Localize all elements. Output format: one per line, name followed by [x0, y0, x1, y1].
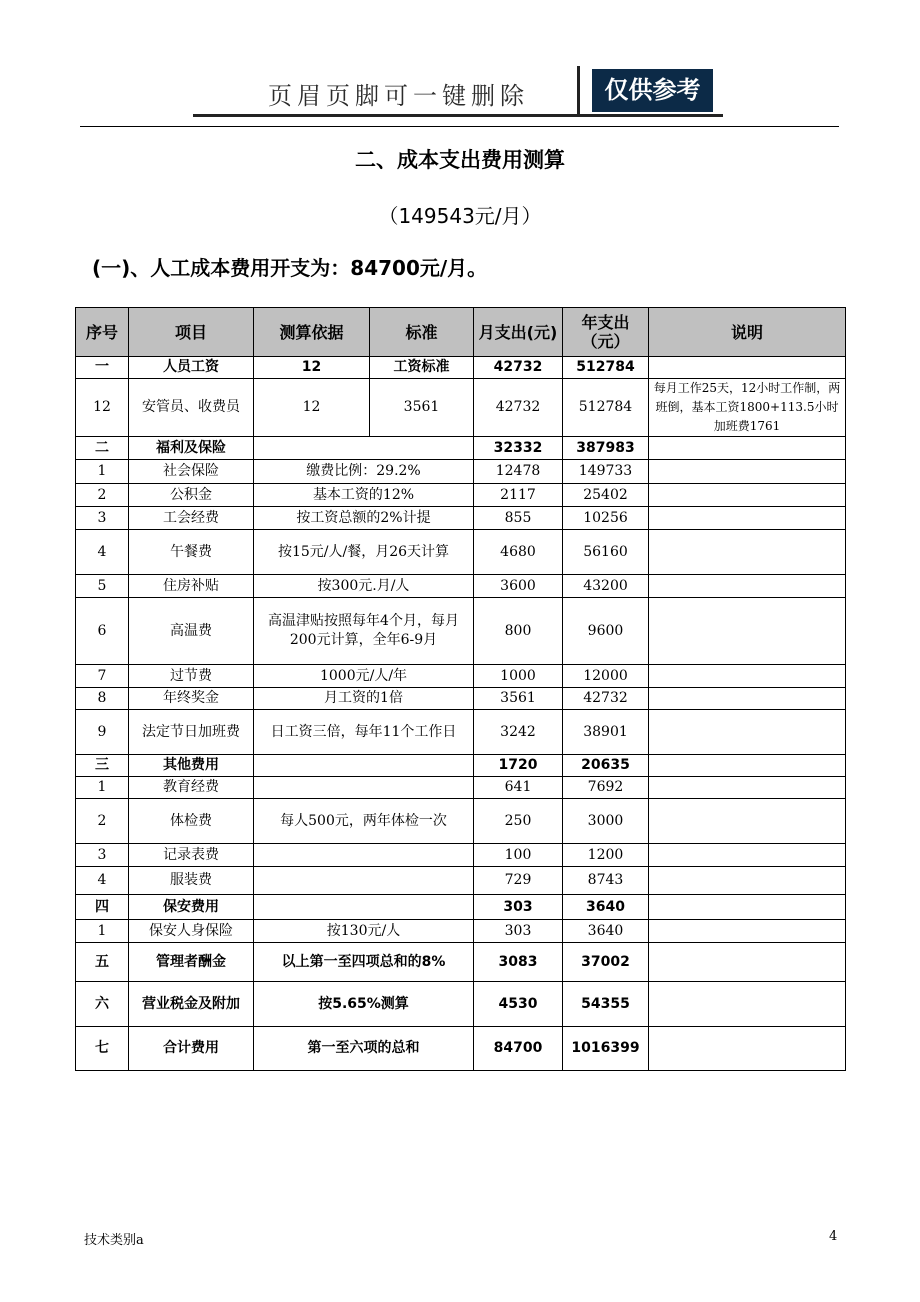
cell-no: 1 — [76, 777, 129, 799]
table-row — [76, 437, 846, 460]
cell-basis: 12 — [254, 357, 370, 379]
cell-no: 8 — [76, 688, 129, 710]
cell-yearly: 25402 — [563, 484, 649, 507]
cell-basis: 12 — [254, 379, 370, 437]
cell-yearly: 54355 — [563, 982, 649, 1027]
cell-yearly: 56160 — [563, 530, 649, 575]
header-yearly: 年支出（元） — [563, 308, 649, 357]
cell-note — [649, 777, 846, 799]
cell-monthly: 641 — [474, 777, 563, 799]
cell-item: 保安人身保险 — [129, 920, 254, 943]
cell-note — [649, 688, 846, 710]
table-row — [76, 844, 846, 867]
cell-yearly: 1016399 — [563, 1027, 649, 1071]
table-row — [76, 688, 846, 710]
cell-basis: 基本工资的12% — [254, 484, 474, 507]
cell-no: 四 — [76, 895, 129, 920]
cell-no: 7 — [76, 665, 129, 688]
table-row — [76, 710, 846, 755]
cell-note — [649, 575, 846, 598]
cell-yearly: 3000 — [563, 799, 649, 844]
cell-note — [649, 799, 846, 844]
table-row — [76, 920, 846, 943]
header-note: 说明 — [649, 308, 846, 357]
header-standard: 标准 — [370, 308, 474, 357]
cell-note — [649, 530, 846, 575]
cell-no: 6 — [76, 598, 129, 665]
cell-no: 六 — [76, 982, 129, 1027]
cell-note — [649, 665, 846, 688]
cell-item: 营业税金及附加 — [129, 982, 254, 1027]
section-heading: (一)、人工成本费用开支为：84700元/月。 — [92, 256, 488, 280]
cell-basis: 按130元/人 — [254, 920, 474, 943]
cell-monthly: 729 — [474, 867, 563, 895]
cell-yearly: 20635 — [563, 755, 649, 777]
cell-basis: 按15元/人/餐，月26天计算 — [254, 530, 474, 575]
cell-yearly: 7692 — [563, 777, 649, 799]
cell-monthly: 1000 — [474, 665, 563, 688]
cell-item: 住房补贴 — [129, 575, 254, 598]
header-badge: 仅供参考 — [592, 69, 713, 112]
cell-item: 午餐费 — [129, 530, 254, 575]
cell-no: 3 — [76, 507, 129, 530]
cell-item: 安管员、收费员 — [129, 379, 254, 437]
cell-yearly: 3640 — [563, 895, 649, 920]
table-row — [76, 799, 846, 844]
cell-note — [649, 598, 846, 665]
table-row — [76, 943, 846, 982]
cell-yearly: 3640 — [563, 920, 649, 943]
cell-item: 法定节日加班费 — [129, 710, 254, 755]
cell-no: 一 — [76, 357, 129, 379]
cell-basis: 第一至六项的总和 — [254, 1027, 474, 1071]
cell-no: 二 — [76, 437, 129, 460]
footer-left-text: 技术类别a — [84, 1233, 144, 1248]
table-row — [76, 357, 846, 379]
cell-item: 管理者酬金 — [129, 943, 254, 982]
cell-yearly: 38901 — [563, 710, 649, 755]
cell-note — [649, 755, 846, 777]
cell-note — [649, 357, 846, 379]
cell-note — [649, 484, 846, 507]
cell-item: 记录表费 — [129, 844, 254, 867]
cell-monthly: 4530 — [474, 982, 563, 1027]
table-row — [76, 530, 846, 575]
cell-yearly: 387983 — [563, 437, 649, 460]
cell-basis: 按工资总额的2%计提 — [254, 507, 474, 530]
cell-no: 2 — [76, 484, 129, 507]
cell-monthly: 303 — [474, 895, 563, 920]
cell-monthly: 3242 — [474, 710, 563, 755]
cell-note — [649, 460, 846, 484]
cell-no: 3 — [76, 844, 129, 867]
cell-yearly: 43200 — [563, 575, 649, 598]
table-row — [76, 460, 846, 484]
cell-no: 1 — [76, 920, 129, 943]
cell-item: 福利及保险 — [129, 437, 254, 460]
cell-basis — [254, 777, 474, 799]
cell-yearly: 8743 — [563, 867, 649, 895]
table-row — [76, 665, 846, 688]
header-rule — [80, 126, 839, 127]
header-underline — [193, 114, 723, 117]
cell-no: 4 — [76, 530, 129, 575]
cell-basis: 按300元.月/人 — [254, 575, 474, 598]
cell-yearly: 12000 — [563, 665, 649, 688]
cell-monthly: 32332 — [474, 437, 563, 460]
cell-basis: 按5.65%测算 — [254, 982, 474, 1027]
header-no: 序号 — [76, 308, 129, 357]
cell-basis: 以上第一至四项总和的8% — [254, 943, 474, 982]
page-number: 4 — [829, 1229, 838, 1244]
cell-basis — [254, 844, 474, 867]
cell-basis — [254, 867, 474, 895]
cell-standard: 工资标准 — [370, 357, 474, 379]
cell-basis: 日工资三倍，每年11个工作日 — [254, 710, 474, 755]
cell-monthly: 3083 — [474, 943, 563, 982]
cell-basis: 缴费比例：29.2% — [254, 460, 474, 484]
cell-item: 教育经费 — [129, 777, 254, 799]
cell-monthly: 12478 — [474, 460, 563, 484]
table-row — [76, 507, 846, 530]
cell-no: 4 — [76, 867, 129, 895]
cell-basis: 高温津贴按照每年4个月，每月200元计算，全年6-9月 — [254, 598, 474, 665]
cell-note — [649, 710, 846, 755]
header-divider — [577, 66, 580, 114]
cell-item: 保安费用 — [129, 895, 254, 920]
cell-yearly: 512784 — [563, 357, 649, 379]
cell-item: 人员工资 — [129, 357, 254, 379]
cell-monthly: 4680 — [474, 530, 563, 575]
cell-note — [649, 507, 846, 530]
page-subtitle: （149543元/月） — [378, 204, 542, 228]
cell-monthly: 100 — [474, 844, 563, 867]
cell-monthly: 3561 — [474, 688, 563, 710]
cell-note — [649, 920, 846, 943]
cell-item: 体检费 — [129, 799, 254, 844]
cell-monthly: 2117 — [474, 484, 563, 507]
cell-item: 其他费用 — [129, 755, 254, 777]
cell-basis: 1000元/人/年 — [254, 665, 474, 688]
table-row — [76, 1027, 846, 1071]
cell-monthly: 42732 — [474, 357, 563, 379]
cell-yearly: 10256 — [563, 507, 649, 530]
table-row — [76, 598, 846, 665]
cell-item: 社会保险 — [129, 460, 254, 484]
cell-monthly: 800 — [474, 598, 563, 665]
cell-no: 5 — [76, 575, 129, 598]
cost-table — [75, 307, 846, 1071]
cell-monthly: 3600 — [474, 575, 563, 598]
cell-standard: 3561 — [370, 379, 474, 437]
header-item: 项目 — [129, 308, 254, 357]
cell-no: 七 — [76, 1027, 129, 1071]
cell-note — [649, 895, 846, 920]
cell-monthly: 855 — [474, 507, 563, 530]
cell-basis: 每人500元，两年体检一次 — [254, 799, 474, 844]
cell-note — [649, 437, 846, 460]
table-row — [76, 982, 846, 1027]
page-title: 二、成本支出费用测算 — [355, 148, 565, 172]
cell-no: 三 — [76, 755, 129, 777]
cell-monthly: 84700 — [474, 1027, 563, 1071]
cell-yearly: 9600 — [563, 598, 649, 665]
table-row — [76, 379, 846, 437]
cell-basis — [254, 437, 474, 460]
cell-yearly: 1200 — [563, 844, 649, 867]
cell-item: 工会经费 — [129, 507, 254, 530]
cell-no: 五 — [76, 943, 129, 982]
cell-basis — [254, 755, 474, 777]
cell-item: 过节费 — [129, 665, 254, 688]
cell-monthly: 250 — [474, 799, 563, 844]
cell-no: 12 — [76, 379, 129, 437]
table-row — [76, 755, 846, 777]
cell-yearly: 37002 — [563, 943, 649, 982]
table-row — [76, 777, 846, 799]
header-monthly: 月支出(元) — [474, 308, 563, 357]
cell-no: 2 — [76, 799, 129, 844]
cell-basis: 月工资的1倍 — [254, 688, 474, 710]
table-row — [76, 867, 846, 895]
table-row — [76, 484, 846, 507]
cell-note — [649, 943, 846, 982]
cell-yearly: 149733 — [563, 460, 649, 484]
cell-note — [649, 867, 846, 895]
cell-basis — [254, 895, 474, 920]
cell-item: 高温费 — [129, 598, 254, 665]
table-row — [76, 895, 846, 920]
cell-note — [649, 844, 846, 867]
cell-no: 9 — [76, 710, 129, 755]
cell-note — [649, 982, 846, 1027]
table-row — [76, 575, 846, 598]
cell-monthly: 303 — [474, 920, 563, 943]
cell-item: 服装费 — [129, 867, 254, 895]
cell-note — [649, 1027, 846, 1071]
header-text: 页眉页脚可一键删除 — [268, 82, 529, 110]
cell-note: 每月工作25天，12小时工作制，两班倒，基本工资1800+113.5小时加班费1761 — [649, 379, 846, 437]
cell-yearly: 512784 — [563, 379, 649, 437]
cell-item: 公积金 — [129, 484, 254, 507]
table-header-row — [76, 308, 846, 357]
header-basis: 测算依据 — [254, 308, 370, 357]
cell-monthly: 1720 — [474, 755, 563, 777]
cell-no: 1 — [76, 460, 129, 484]
cell-item: 年终奖金 — [129, 688, 254, 710]
cell-item: 合计费用 — [129, 1027, 254, 1071]
cell-yearly: 42732 — [563, 688, 649, 710]
cell-monthly: 42732 — [474, 379, 563, 437]
